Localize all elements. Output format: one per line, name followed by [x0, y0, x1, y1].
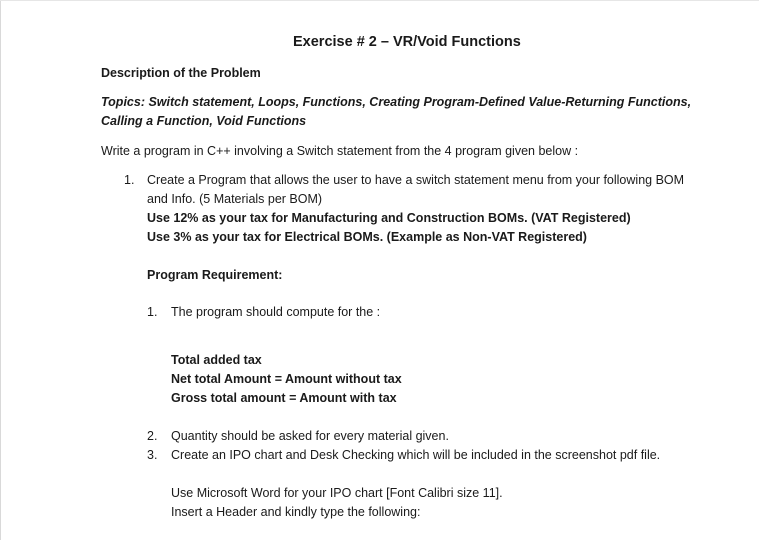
topics-line-2: Calling a Function, Void Functions	[101, 114, 307, 128]
page-title: Exercise # 2 – VR/Void Functions	[293, 34, 521, 50]
page-left-edge	[0, 0, 1, 540]
compute-item-net-total: Net total Amount = Amount without tax	[171, 372, 402, 386]
requirement-text: The program should compute for the :	[171, 305, 381, 319]
compute-item-total-tax: Total added tax	[171, 353, 262, 367]
requirement-text: Create an IPO chart and Desk Checking which will be included in the screenshot pdf file.	[171, 448, 661, 462]
intro-text: Write a program in C++ involving a Switch statement from the 4 program given below :	[101, 144, 579, 158]
requirement-number: 2.	[147, 429, 158, 443]
word-instruction-line-1: Use Microsoft Word for your IPO chart [Font Calibri size 11].	[171, 486, 503, 500]
topics-line-1: Topics: Switch statement, Loops, Functions, Creating Program-Defined Value-Returning Functions,	[101, 95, 692, 109]
requirement-number: 3.	[147, 448, 158, 462]
description-heading: Description of the Problem	[101, 66, 261, 80]
tax-rule-manufacturing: Use 12% as your tax for Manufacturing and Construction BOMs. (VAT Registered)	[147, 211, 631, 225]
item1-line-1: Create a Program that allows the user to have a switch statement menu from your following BOM	[147, 173, 685, 187]
item-number: 1.	[124, 173, 135, 187]
requirement-heading: Program Requirement:	[147, 268, 283, 282]
word-instruction-line-2: Insert a Header and kindly type the following:	[171, 505, 421, 519]
tax-rule-electrical: Use 3% as your tax for Electrical BOMs. (Example as Non-VAT Registered)	[147, 230, 587, 244]
requirement-text: Quantity should be asked for every material given.	[171, 429, 449, 443]
item1-line-2: and Info. (5 Materials per BOM)	[147, 192, 323, 206]
page-top-edge	[0, 0, 759, 1]
requirement-number: 1.	[147, 305, 158, 319]
compute-item-gross-total: Gross total amount = Amount with tax	[171, 391, 397, 405]
